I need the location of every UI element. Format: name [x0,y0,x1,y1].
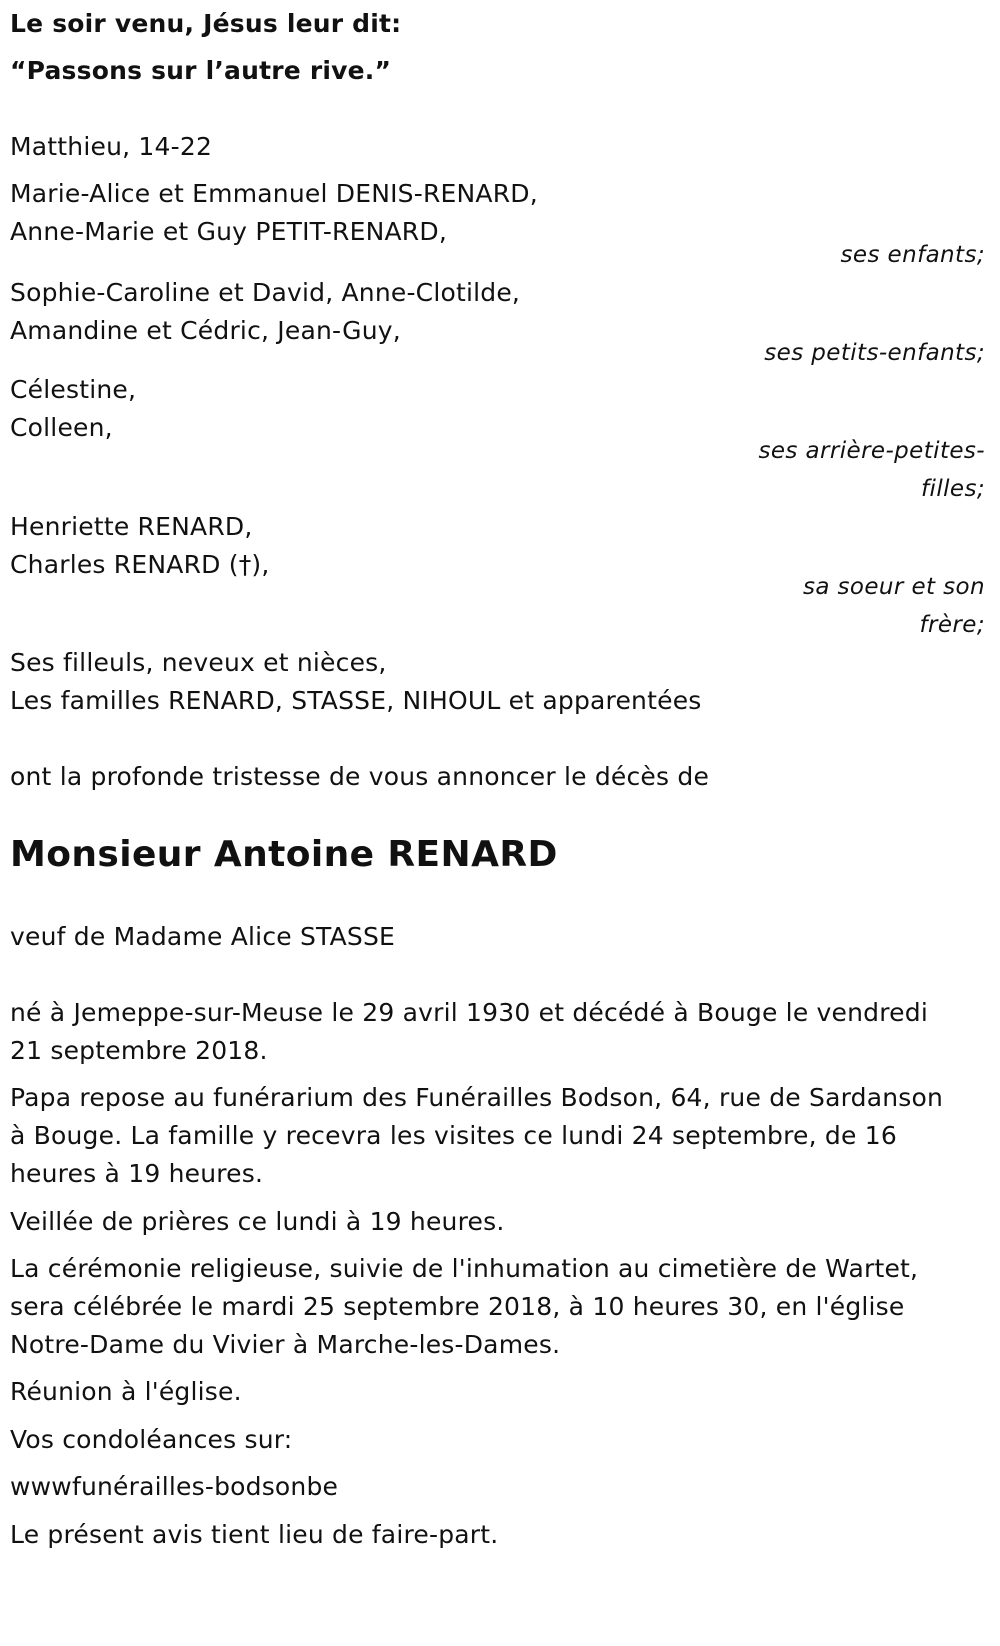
great-grandchildren-name-1: Célestine, [10,375,137,404]
children-name-1: Marie-Alice et Emmanuel DENIS-RENARD, [10,179,538,208]
widower-line: veuf de Madame Alice STASSE [10,922,396,951]
quote-reference: Matthieu, 14-22 [10,132,213,161]
visitation-line-2: à Bouge. La famille y recevra les visites ce lundi 24 septembre, de 16 [10,1121,897,1150]
vigil-line: Veillée de prières ce lundi à 19 heures. [10,1207,505,1236]
great-grandchildren-name-2: Colleen, [10,413,113,442]
sibling-name-2: Charles RENARD (†), [10,550,270,579]
condolences-website: wwwfunérailles-bodsonbe [10,1472,339,1501]
ceremony-line-3: Notre-Dame du Vivier à Marche-les-Dames. [10,1330,561,1359]
meeting-line: Réunion à l'église. [10,1377,242,1406]
siblings-relation-line-1: sa soeur et son [802,574,985,600]
quote-line-2: “Passons sur l’autre rive.” [10,56,392,85]
grandchildren-relation: ses petits-enfants; [764,340,985,366]
siblings-relation-line-2: frère; [919,612,985,638]
ceremony-line-1: La cérémonie religieuse, suivie de l'inhumation au cimetière de Wartet, [10,1254,919,1283]
deceased-name: Monsieur Antoine RENARD [10,834,558,875]
children-name-2: Anne-Marie et Guy PETIT-RENARD, [10,217,447,246]
ceremony-line-2: sera célébrée le mardi 25 septembre 2018, à 10 heures 30, en l'église [10,1292,905,1321]
other-family-line-2: Les familles RENARD, STASSE, NIHOUL et apparentées [10,686,702,715]
great-grandchildren-relation-line-1: ses arrière-petites- [758,438,985,464]
birth-death-line-1: né à Jemeppe-sur-Meuse le 29 avril 1930 et décédé à Bouge le vendredi [10,998,928,1027]
birth-death-line-2: 21 septembre 2018. [10,1036,268,1065]
announcement: ont la profonde tristesse de vous annoncer le décès de [10,762,710,791]
children-relation: ses enfants; [840,242,985,268]
visitation-line-3: heures à 19 heures. [10,1159,264,1188]
condolences-label: Vos condoléances sur: [10,1425,293,1454]
grandchildren-name-2: Amandine et Cédric, Jean-Guy, [10,316,401,345]
grandchildren-name-1: Sophie-Caroline et David, Anne-Clotilde, [10,278,521,307]
visitation-line-1: Papa repose au funérarium des Funérailles Bodson, 64, rue de Sardanson [10,1083,944,1112]
great-grandchildren-relation-line-2: filles; [921,476,985,502]
other-family-line-1: Ses filleuls, neveux et nièces, [10,648,387,677]
notice-line: Le présent avis tient lieu de faire-part. [10,1520,499,1549]
quote-line-1: Le soir venu, Jésus leur dit: [10,9,402,38]
sibling-name-1: Henriette RENARD, [10,512,253,541]
